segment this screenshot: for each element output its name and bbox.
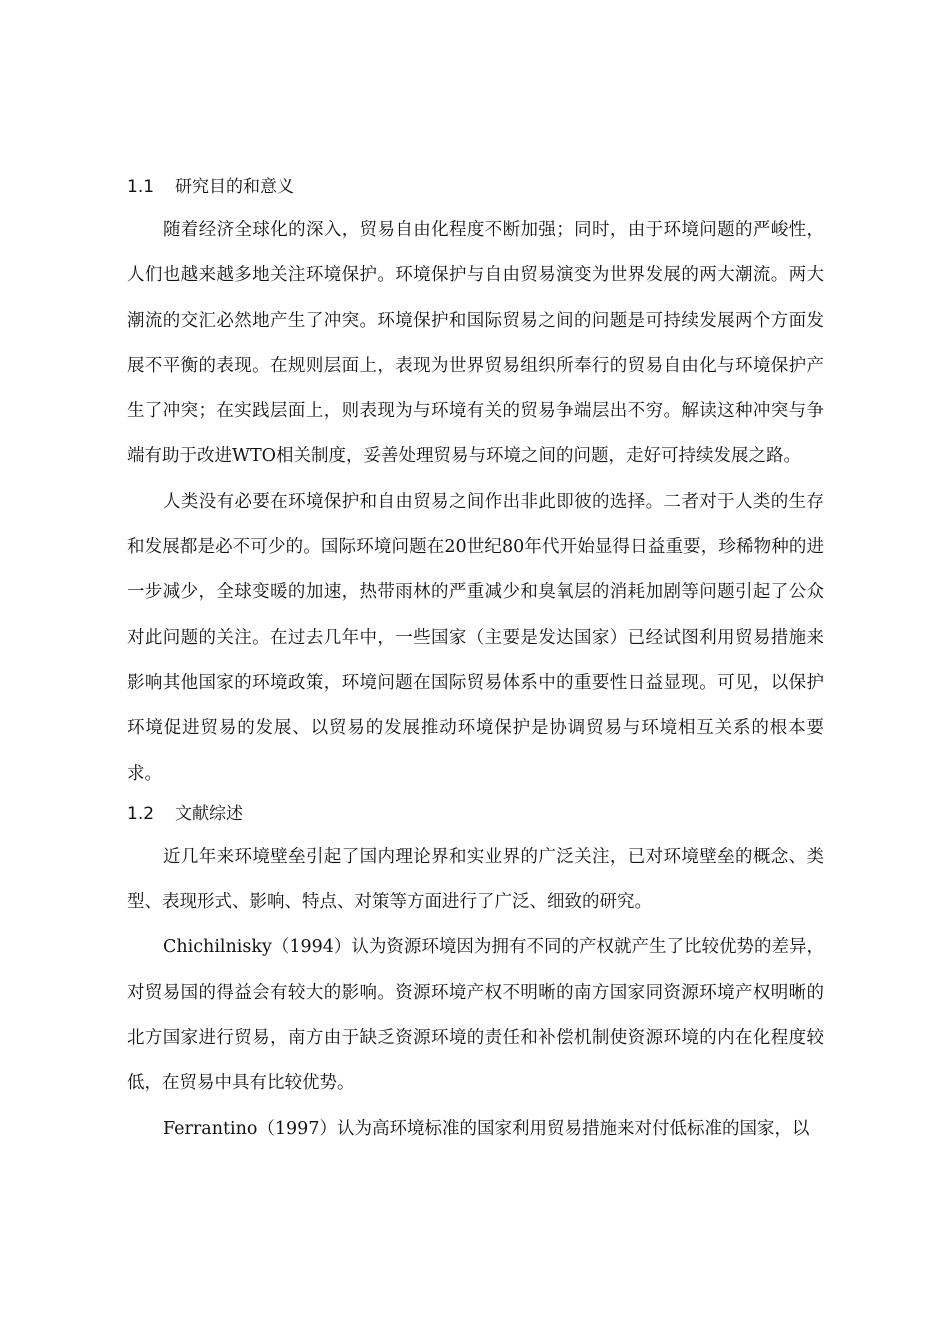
- section-heading-1-1: [127, 170, 824, 204]
- section-number: 1.2: [127, 803, 155, 824]
- paragraph-1-2-c: Ferrantino（1997）认为高环境标准的国家利用贸易措施来对付低标准的国家，以: [163, 1118, 810, 1139]
- section-title: 文献综述: [175, 803, 243, 824]
- document-body: [127, 170, 824, 1152]
- section-number: 1.1: [127, 177, 155, 197]
- section-heading-1-2: [127, 797, 824, 831]
- paragraph-1-2-a: 近几年来环境壁垒引起了国内理论界和实业界的广泛关注，已对环境壁垒的概念、类型、表现形式、影响、特点、对策等方面进行了广泛、细致的研究。: [127, 846, 824, 913]
- paragraph-1-2-b: Chichilnisky（1994）认为资源环境因为拥有不同的产权就产生了比较优势的差异，对贸易国的得益会有较大的影响。资源环境产权不明晰的南方国家同资源环境产权明晰的北方国家进行贸易，南方由于缺乏资源环境的责任和补偿机制使资源环境的内在化程度较低，在贸易中具有比较优势。: [127, 937, 824, 1094]
- paragraph-1-1-b: 人类没有必要在环境保护和自由贸易之间作出非此即彼的选择。二者对于人类的生存和发展都是必不可少的。国际环境问题在20世纪80年代开始显得日益重要，珍稀物种的进一步减少，全球变暖的加速，热带雨林的严重减少和臭氧层的消耗加剧等问题引起了公众对此问题的关注。在过去几年中，一些国家（主要是发达国家）已经试图利用贸易措施来影响其他国家的环境政策，环境问题在国际贸易体系中的重要性日益显现。可见，以保护环境促进贸易的发展、以贸易的发展推动环境保护是协调贸易与环境相互关系的根本要求。: [127, 491, 824, 784]
- section-title: 研究目的和意义: [175, 177, 294, 197]
- paragraph-1-1-a: 随着经济全球化的深入，贸易自由化程度不断加强；同时，由于环境问题的严峻性，人们也越来越多地关注环境保护。环境保护与自由贸易演变为世界发展的两大潮流。两大潮流的交汇必然地产生了冲突。环境保护和国际贸易之间的问题是可持续发展两个方面发展不平衡的表现。在规则层面上，表现为世界贸易组织所奉行的贸易自由化与环境保护产生了冲突；在实践层面上，则表现为与环境有关的贸易争端层出不穷。解读这种冲突与争端有助于改进WTO相关制度，妥善处理贸易与环境之间的问题，走好可持续发展之路。: [127, 220, 824, 467]
